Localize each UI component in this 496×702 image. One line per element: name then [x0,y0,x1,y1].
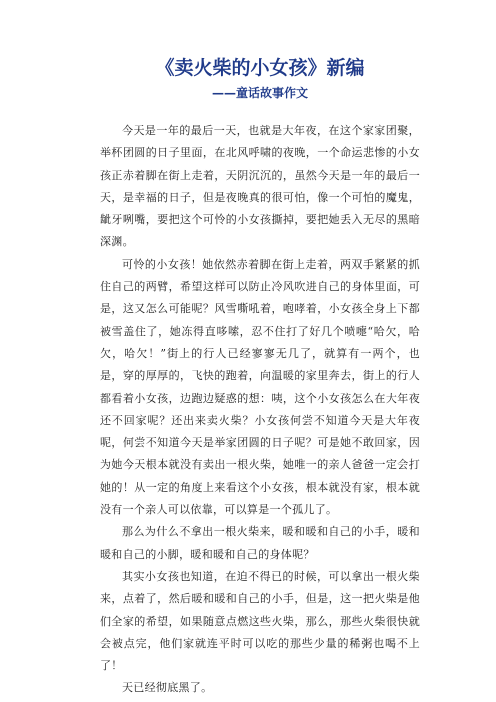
paragraph-3: 那么为什么不拿出一根火柴来，暖和暖和自己的小手，暖和暖和自己的小脚，暖和暖和自己的身体呢？ [100,525,420,561]
document-title: 《卖火柴的小女孩》新编 [155,57,365,79]
paragraph-2: 可怜的小女孩！她依然赤着脚在街上走着，两双手紧紧的抓住自己的两臂，希望这样可以防止冷风吹进自己的身体里面，可是，这又怎么可能呢？风雪嘶吼着，咆哮着，小女孩全身上下都被雪盖住了，她冻得直哆嗦，忍不住打了好几个喷嚏“哈欠，哈欠，哈欠！”街上的行人已经寥寥无几了，就算有一两个，也是，穿的厚厚的，飞快的跑着，向温暖的家里奔去，街上的行人都看着小女孩，边跑边疑惑的想：咦，这个小女孩怎么在大年夜还不回家呢？还出来卖火柴？小女孩何尝不知道今天是大年夜呢，何尝不知道今天是举家团圆的日子呢？可是她不敢回家，因为她今天根本就没有卖出一根火柴，她唯一的亲人爸爸一定会打她的！从一定的角度上来看这个小女孩，根本就没有家，根本就没有一个亲人可以依靠，可以算是一个孤儿了。 [100,257,420,517]
document-subtitle: ——童话故事作文 [211,86,308,100]
paragraph-1: 今天是一年的最后一天，也就是大年夜，在这个家家团聚，举杯团圆的日子里面，在北风呼啸的夜晚，一个命运悲惨的小女孩正赤着脚在街上走着，天阴沉沉的，虽然今天是一年的最后一天，是幸福的日子，但是夜晚真的很可怕，像一个可怕的魔鬼，龇牙咧嘴，要把这个可怜的小女孩撕掉，要把她丢入无尽的黑暗深渊。 [100,124,420,249]
document-body [100,120,420,700]
paragraph-4: 其实小女孩也知道，在迫不得已的时候，可以拿出一根火柴来，点着了，然后暖和暖和自己的小手，但是，这一把火柴是他们全家的希望，如果随意点燃这些火柴，那么，那些火柴很快就会被点完，他们家就连平时可以吃的那些少量的稀粥也喝不上了！ [100,569,420,673]
paragraph-5: 天已经彻底黑了。 [122,681,213,695]
